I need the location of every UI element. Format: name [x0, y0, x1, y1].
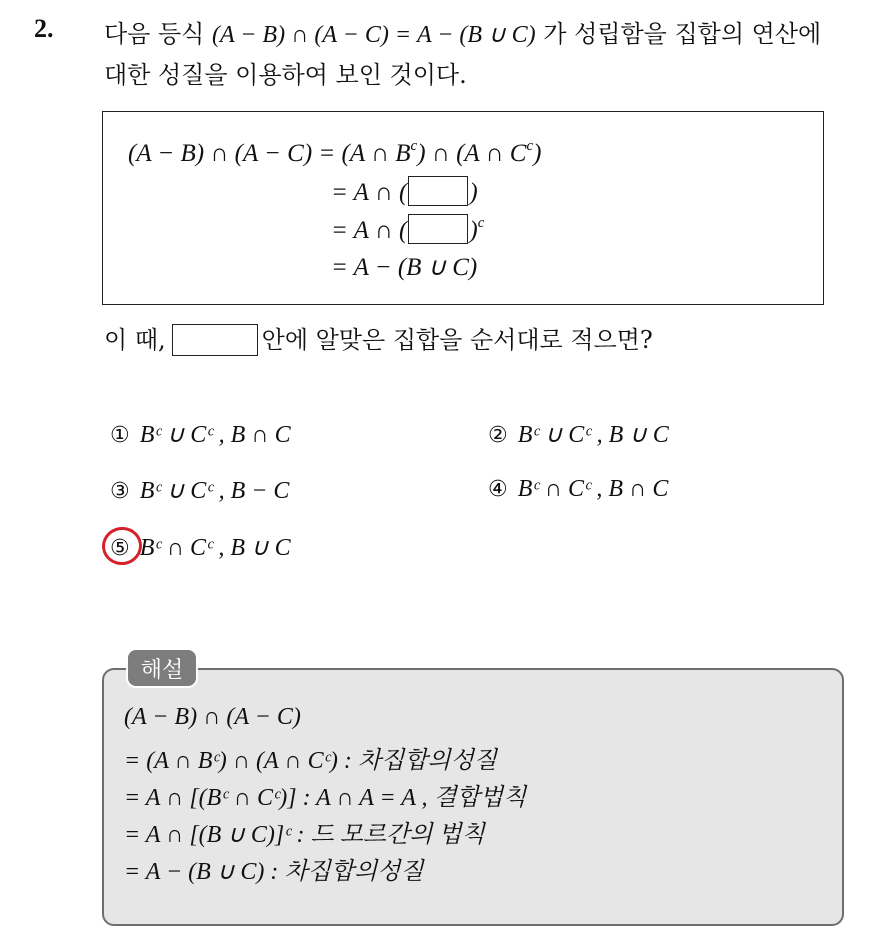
explanation-line-3: = A ∩ [(Bᶜ ∩ Cᶜ)] : A ∩ A = A , 결합법칙 — [124, 785, 527, 811]
choice-3-text: Bᶜ ∪ Cᶜ , B − C — [139, 478, 290, 504]
explanation-line-4: = A ∩ [(B ∪ C)]ᶜ : 드 모르간의 법칙 — [124, 822, 485, 848]
stem-line-1-post: 가 성립함을 집합의 연산에 — [535, 20, 822, 48]
choice-4-text: Bᶜ ∩ Cᶜ , B ∩ C — [517, 476, 669, 502]
proof-line-2: = A ∩ ( ) — [331, 176, 478, 207]
proof-line-4: = A − (B ∪ C) — [331, 254, 478, 281]
explanation-line-5: = A − (B ∪ C) : 차집합의성질 — [124, 859, 424, 885]
choice-4[interactable] — [488, 476, 668, 503]
question-number: 2. — [34, 14, 54, 43]
choice-3-number: ③ — [110, 479, 130, 504]
choice-2-number: ② — [488, 423, 508, 448]
prompt-blank — [172, 324, 258, 356]
choice-5-number: ⑤ — [110, 536, 130, 561]
choice-1-text: Bᶜ ∪ Cᶜ , B ∩ C — [139, 422, 291, 448]
stem-line-2: 대한 성질을 이용하여 보인 것이다. — [104, 61, 467, 89]
choice-2[interactable] — [488, 420, 669, 449]
proof-blank-1 — [408, 176, 468, 206]
proof-line-3: = A ∩ ( )$^c$ — [331, 215, 485, 244]
stem-line-1-pre: 다음 등식 — [104, 20, 212, 48]
explanation-line-2: = (A ∩ Bᶜ) ∩ (A ∩ Cᶜ) : 차집합의성질 — [124, 748, 497, 774]
question-prompt — [104, 322, 653, 358]
explanation-line-1: (A − B) ∩ (A − C) — [124, 704, 301, 730]
proof-line-1: (A − B) ∩ (A − C) = (A ∩ $B^c$) ∩ (A ∩ $C^c$) — [128, 138, 542, 167]
choice-1-number: ① — [110, 423, 130, 448]
choice-1[interactable] — [110, 420, 291, 449]
choice-5-text: Bᶜ ∩ Cᶜ , B ∪ C — [139, 535, 291, 561]
choice-4-number: ④ — [488, 477, 508, 502]
question-stem — [104, 14, 874, 95]
choice-2-text: Bᶜ ∪ Cᶜ , B ∪ C — [517, 422, 669, 448]
choice-3[interactable] — [110, 476, 289, 505]
explanation-tag: 해설 — [126, 648, 198, 688]
prompt-post: 안에 알맞은 집합을 순서대로 적으면? — [261, 326, 653, 354]
stem-equation: (A − B) ∩ (A − C) = A − (B ∪ C) — [212, 22, 536, 48]
prompt-pre: 이 때, — [104, 326, 166, 354]
proof-blank-2 — [408, 214, 468, 244]
stem-line-1 — [104, 14, 874, 55]
